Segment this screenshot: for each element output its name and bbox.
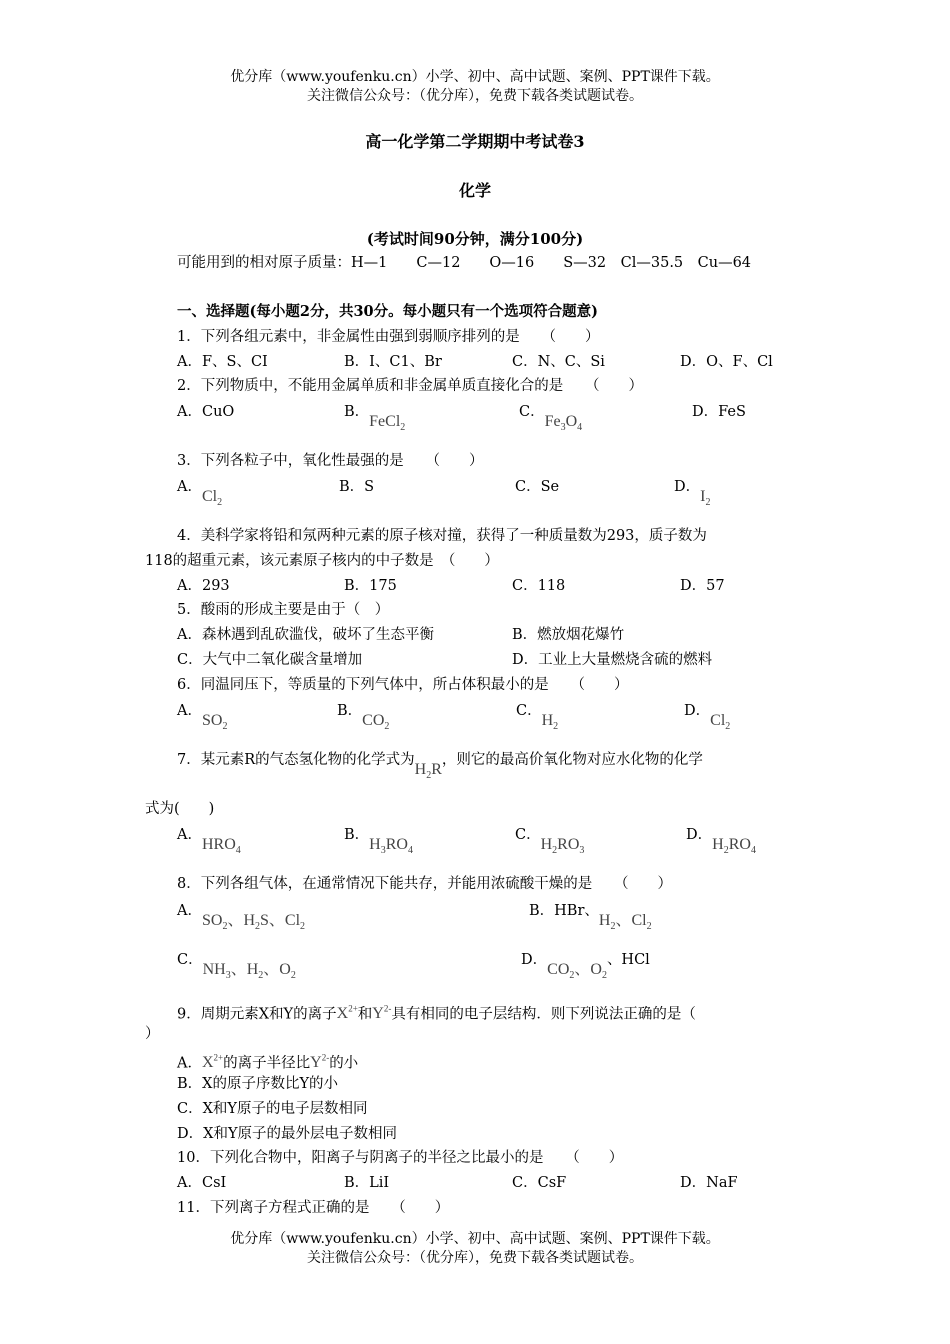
question-7-stem-line-1: 7．某元素R的气态氢化物的化学式为$H_2R$，则它的最高价氧化物对应水化物的化学: [177, 752, 703, 782]
q2-option-c: C．$Fe_3O_4$: [519, 404, 583, 434]
question-8-stem: 8．下列各组气体，在通常情况下能共存，并能用浓硫酸干燥的是 （ ）: [177, 876, 672, 892]
question-1-stem: 1．下列各组元素中，非金属性由强到弱顺序排列的是 （ ）: [177, 329, 600, 345]
q9-option-d: D．X和Y原子的最外层电子数相同: [177, 1126, 398, 1142]
q5-option-b: B．燃放烟花爆竹: [512, 627, 625, 643]
question-9-stem-line-2: ）: [145, 1026, 160, 1042]
formula: $H_3RO_4$: [369, 836, 413, 857]
question-6-stem: 6．同温同压下，等质量的下列气体中，所占体积最小的是 （ ）: [177, 677, 629, 693]
q5-option-d: D．工业上大量燃烧含硫的燃料: [512, 652, 713, 668]
q8-option-b: B．HBr、$H_2$、$Cl_2$: [529, 903, 652, 933]
q6-option-d: D．$Cl_2$: [684, 703, 731, 733]
q6-option-b: B．$CO_2$: [337, 703, 390, 733]
formula: $H_2$、$Cl_2$: [598, 912, 652, 933]
formula: $Cl_2$: [710, 712, 731, 733]
q7-option-a: A．$HRO_4$: [177, 827, 241, 857]
q10-option-b: B．LiI: [344, 1175, 390, 1191]
ion-x: $X^{2+}$: [336, 1004, 358, 1023]
q2-option-a: A．CuO: [177, 404, 235, 420]
q8-option-c: C．$NH_3$、$H_2$、$O_2$: [177, 952, 296, 982]
footer-line-1: 优分库（www.youfenku.cn）小学、初中、高中试题、案例、PPT课件下载。: [230, 1231, 720, 1247]
subject-title: 化学: [458, 181, 491, 200]
formula: $H_2R$: [414, 761, 442, 782]
q1-option-c: C．N、C、Si: [512, 354, 605, 370]
ion-y: $Y^{2-}$: [310, 1053, 330, 1072]
header-line-1: 优分库（www.youfenku.cn）小学、初中、高中试题、案例、PPT课件下载。: [230, 69, 720, 85]
formula: $HRO_4$: [201, 836, 241, 857]
q6-option-a: A．$SO_2$: [177, 703, 228, 733]
formula: $CO_2$: [362, 712, 390, 733]
formula: $H_2$: [541, 712, 559, 733]
q5-option-a: A．森林遇到乱砍滥伐，破坏了生态平衡: [177, 627, 434, 643]
section-heading: 一、选择题(每小题2分，共30分。每小题只有一个选项符合题意): [177, 303, 598, 320]
atomic-mass-line: 可能用到的相对原子质量：H—1 C—12 O—16 S—32 Cl—35.5 Cu—64: [177, 255, 752, 271]
q7-option-b: B．$H_3RO_4$: [344, 827, 413, 857]
q1-option-d: D．O、F、Cl: [680, 354, 773, 370]
exam-info: (考试时间90分钟，满分100分): [366, 230, 584, 248]
ion-y: $Y^{2-}$: [372, 1004, 392, 1023]
question-4-stem-line-1: 4．美科学家将铅和氖两种元素的原子核对撞，获得了一种质量数为293，质子数为: [177, 528, 707, 544]
formula: $I_2$: [700, 488, 711, 509]
formula: FeCl$_2$: [369, 413, 406, 434]
question-7-stem-line-2: 式为( ): [145, 801, 215, 817]
q10-option-d: D．NaF: [680, 1175, 738, 1191]
formula: $NH_3$、$H_2$、$O_2$: [202, 961, 296, 982]
formula: $Fe_3O_4$: [544, 413, 583, 434]
q9-option-a: A．$X^{2+}$的离子半径比$Y^{2-}$的小: [177, 1053, 359, 1072]
exam-title: 高一化学第二学期期中考试卷3: [365, 132, 585, 151]
q4-option-a: A．293: [177, 578, 230, 594]
question-5-stem: 5．酸雨的形成主要是由于（ ）: [177, 602, 390, 618]
formula: $Cl_2$: [201, 488, 223, 509]
q2-option-d: D．FeS: [692, 404, 746, 420]
q3-option-a: A．$Cl_2$: [177, 479, 223, 509]
q1-option-b: B．I、C1、Br: [344, 354, 442, 370]
q4-option-b: B．175: [344, 578, 397, 594]
q9-option-b: B．X的原子序数比Y的小: [177, 1076, 339, 1092]
q10-option-c: C．CsF: [512, 1175, 567, 1191]
question-9-stem-line-1: 9．周期元素X和Y的离子$X^{2+}$和$Y^{2-}$具有相同的电子层结构．则下列说法正确的是（: [177, 1004, 696, 1023]
question-3-stem: 3．下列各粒子中，氧化性最强的是 （ ）: [177, 453, 484, 469]
header-line-2: 关注微信公众号：（优分库），免费下载各类试题试卷。: [307, 88, 643, 104]
formula: $CO_2$、$O_2$: [547, 961, 607, 982]
q8-option-d: D．$CO_2$、$O_2$、HCl: [521, 952, 650, 982]
q7-option-c: C．$H_2RO_3$: [515, 827, 585, 857]
q5-option-c: C．大气中二氧化碳含量增加: [177, 652, 363, 668]
q8-option-a: A．$SO_2$、$H_2S$、$Cl_2$: [177, 903, 306, 933]
q2-option-b: B．FeCl$_2$: [344, 404, 406, 434]
q1-option-a: A．F、S、CI: [177, 354, 268, 370]
question-4-stem-line-2: 118的超重元素，该元素原子核内的中子数是 （ ）: [145, 553, 499, 569]
q4-option-d: D．57: [680, 578, 725, 594]
footer-line-2: 关注微信公众号：（优分库），免费下载各类试题试卷。: [307, 1250, 643, 1266]
q3-option-c: C．Se: [515, 479, 560, 495]
question-11-stem: 11．下列离子方程式正确的是 （ ）: [177, 1200, 450, 1216]
q4-option-c: C．118: [512, 578, 566, 594]
formula: $H_2RO_4$: [712, 836, 756, 857]
formula: $SO_2$、$H_2S$、$Cl_2$: [201, 912, 306, 933]
q9-option-c: C．X和Y原子的电子层数相同: [177, 1101, 368, 1117]
q3-option-b: B．S: [339, 479, 375, 495]
q6-option-c: C．$H_2$: [516, 703, 559, 733]
q7-option-d: D．$H_2RO_4$: [686, 827, 756, 857]
formula: $SO_2$: [201, 712, 228, 733]
formula: $H_2RO_3$: [540, 836, 585, 857]
q3-option-d: D．$I_2$: [674, 479, 711, 509]
question-10-stem: 10．下列化合物中，阳离子与阴离子的半径之比最小的是 （ ）: [177, 1150, 624, 1166]
q10-option-a: A．CsI: [177, 1175, 227, 1191]
ion-x: $X^{2+}$: [201, 1053, 224, 1072]
question-2-stem: 2．下列物质中，不能用金属单质和非金属单质直接化合的是 （ ）: [177, 378, 643, 394]
